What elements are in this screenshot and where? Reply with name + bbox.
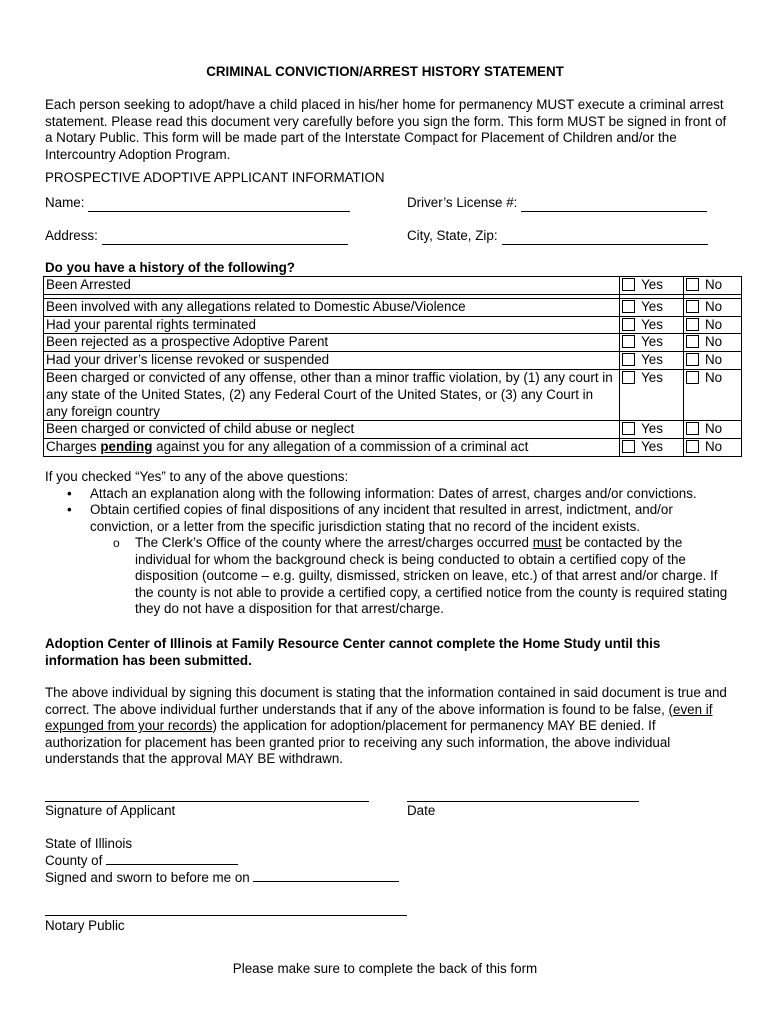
history-table: [43, 276, 742, 457]
city-line[interactable]: [502, 231, 708, 245]
yes-checkbox[interactable]: [622, 371, 635, 384]
no-label: No: [705, 277, 723, 292]
table-row: [44, 439, 742, 457]
footer-note: Please make sure to complete the back of this form: [232, 961, 538, 976]
table-row: [44, 352, 742, 370]
expunged-note: (even if expunged from your records: [45, 701, 713, 733]
no-label: No: [705, 439, 723, 455]
question-text: Been involved with any allegations related to Domestic Abuse/Violence: [44, 298, 620, 316]
yes-label: Yes: [641, 277, 663, 292]
yes-checkbox[interactable]: [622, 440, 635, 453]
history-question-heading: Do you have a history of the following?: [45, 260, 295, 275]
table-row: [44, 277, 742, 295]
state-label: State of Illinois: [45, 836, 133, 851]
yes-label: Yes: [641, 369, 663, 385]
question-text-before: Charges: [46, 439, 101, 455]
no-label: No: [705, 334, 723, 350]
statement-part1: The above individual by signing this document is stating that the information contained in said document is true and correct. The above individual further understands that if any of the above information is found to be false,: [45, 685, 727, 717]
bullet-icon: •: [67, 485, 72, 501]
yes-option[interactable]: [620, 352, 684, 370]
circle-bullet-icon: o: [113, 536, 120, 550]
table-row: [44, 334, 742, 352]
license-line[interactable]: [521, 198, 707, 212]
question-text: Had your parental rights terminated: [44, 316, 620, 334]
address-line[interactable]: [102, 231, 348, 245]
no-option[interactable]: [684, 369, 742, 420]
license-field[interactable]: [407, 195, 707, 212]
yes-label: Yes: [641, 316, 663, 332]
yes-option[interactable]: [620, 298, 684, 316]
no-checkbox[interactable]: [686, 318, 699, 331]
no-checkbox[interactable]: [686, 422, 699, 435]
no-checkbox[interactable]: [686, 335, 699, 348]
county-row: [45, 852, 238, 870]
yes-option[interactable]: [620, 421, 684, 439]
city-label: City, State, Zip:: [407, 228, 498, 243]
sworn-label: Signed and sworn to before me on: [45, 870, 250, 885]
yes-label: Yes: [641, 298, 663, 314]
name-field[interactable]: [45, 195, 350, 212]
instruction-sub-bullet: [45, 535, 735, 618]
sworn-row: [45, 869, 399, 887]
no-label: No: [705, 421, 723, 437]
question-text: Been rejected as a prospective Adoptive Parent: [44, 334, 620, 352]
instruction-bullet: [45, 486, 735, 503]
no-option[interactable]: [684, 316, 742, 334]
no-checkbox[interactable]: [686, 278, 699, 291]
table-row: [44, 421, 742, 439]
yes-option[interactable]: [620, 369, 684, 420]
table-row: [44, 369, 742, 420]
county-line[interactable]: [106, 852, 238, 865]
no-label: No: [705, 352, 723, 368]
no-checkbox[interactable]: [686, 300, 699, 313]
yes-label: Yes: [641, 439, 663, 455]
yes-checkbox[interactable]: [622, 300, 635, 313]
address-city-row: [45, 228, 735, 246]
address-field[interactable]: [45, 228, 348, 245]
instructions-block: [45, 469, 735, 618]
question-text-after: against you for any allegation of a commission of a criminal act: [152, 439, 529, 455]
notary-signature-line[interactable]: [45, 915, 407, 916]
home-study-note: Adoption Center of Illinois at Family Resource Center cannot complete the Home Study until this information has been submitted.: [45, 636, 661, 668]
yes-label: Yes: [641, 334, 663, 350]
no-checkbox[interactable]: [686, 440, 699, 453]
no-option[interactable]: [684, 298, 742, 316]
license-label: Driver’s License #:: [407, 195, 518, 210]
instruction-text: Obtain certified copies of final dispositions of any incident that resulted in arrest, indictment, and/or conviction, or a letter from the specific jurisdiction stating that no record of the incident exists.: [90, 502, 673, 534]
yes-checkbox[interactable]: [622, 318, 635, 331]
question-text: Had your driver’s license revoked or suspended: [44, 352, 620, 370]
sub-text-after: be contacted by the individual for whom the background check is being conducted to obtain a certified copy of the disposition (outcome – e.g. guilty, dismissed, stricken on leave, etc.) of that arrest and/or charge. If the county is not able to provide a certified copy, a certified notice from the county is required stating they do not have a disposition for that arrest/charge.: [135, 535, 728, 616]
table-row: [44, 298, 742, 316]
bullet-icon: •: [67, 502, 72, 517]
yes-label: Yes: [641, 352, 663, 368]
notary-label: Notary Public: [45, 918, 125, 933]
question-text: Been Arrested: [44, 277, 620, 295]
question-text: Been charged or convicted of child abuse or neglect: [44, 421, 620, 439]
no-checkbox[interactable]: [686, 353, 699, 366]
form-title: CRIMINAL CONVICTION/ARREST HISTORY STATEMENT: [206, 64, 564, 79]
yes-option[interactable]: [620, 316, 684, 334]
no-option[interactable]: [684, 439, 742, 457]
yes-checkbox[interactable]: [622, 278, 635, 291]
sub-text-before: The Clerk’s Office of the county where the arrest/charges occurred: [135, 535, 533, 550]
no-checkbox[interactable]: [686, 371, 699, 384]
no-label: No: [705, 298, 723, 314]
table-row: [44, 316, 742, 334]
name-label: Name:: [45, 195, 85, 210]
instructions-lead: If you checked “Yes” to any of the above questions:: [45, 469, 349, 484]
sworn-date-line[interactable]: [253, 869, 399, 882]
question-text: [44, 439, 620, 457]
statement-part2: ) the application for adoption/placement for permanency MAY BE denied. If authorization for placement has been granted prior to receiving any such information, the above individual understands that the approval MAY BE withdrawn.: [45, 718, 671, 766]
no-option[interactable]: [684, 421, 742, 439]
yes-checkbox[interactable]: [622, 335, 635, 348]
no-option[interactable]: [684, 352, 742, 370]
date-label: Date: [407, 803, 436, 818]
name-line[interactable]: [88, 198, 350, 212]
question-text: Been charged or convicted of any offense, other than a minor traffic violation, by (1) any court in any state of the United States, (2) any Federal Court of the United States, or (3) any Court in any foreign country: [44, 369, 620, 420]
yes-option[interactable]: [620, 439, 684, 457]
intro-paragraph: Each person seeking to adopt/have a child placed in his/her home for permanency MUST execute a criminal arrest statement. Please read this document very carefully before you sign the form. This form MUST be signed in front of a Notary Public. This form will be made part of the Interstate Compact for Placement of Children and/or the Intercountry Adoption Program.: [45, 97, 727, 162]
signature-line[interactable]: [45, 801, 369, 802]
yes-label: Yes: [641, 421, 663, 437]
yes-option[interactable]: [620, 277, 684, 295]
county-label: County of: [45, 853, 103, 868]
city-state-zip-field[interactable]: [407, 228, 708, 245]
name-license-row: [45, 195, 735, 213]
no-label: No: [705, 316, 723, 332]
no-label: No: [705, 369, 723, 385]
pending-emphasis: pending: [100, 439, 153, 455]
no-option[interactable]: [684, 334, 742, 352]
address-label: Address:: [45, 228, 98, 243]
must-emphasis: must: [532, 535, 562, 550]
yes-option[interactable]: [620, 334, 684, 352]
instruction-text: Attach an explanation along with the following information: Dates of arrest, charges and/or convictions.: [90, 485, 697, 501]
date-line[interactable]: [407, 801, 639, 802]
yes-checkbox[interactable]: [622, 422, 635, 435]
signature-label: Signature of Applicant: [45, 803, 176, 818]
statement-paragraph: [45, 685, 735, 768]
instruction-bullet: [45, 502, 735, 535]
no-option[interactable]: [684, 277, 742, 295]
yes-checkbox[interactable]: [622, 353, 635, 366]
section-heading: PROSPECTIVE ADOPTIVE APPLICANT INFORMATION: [45, 170, 385, 185]
